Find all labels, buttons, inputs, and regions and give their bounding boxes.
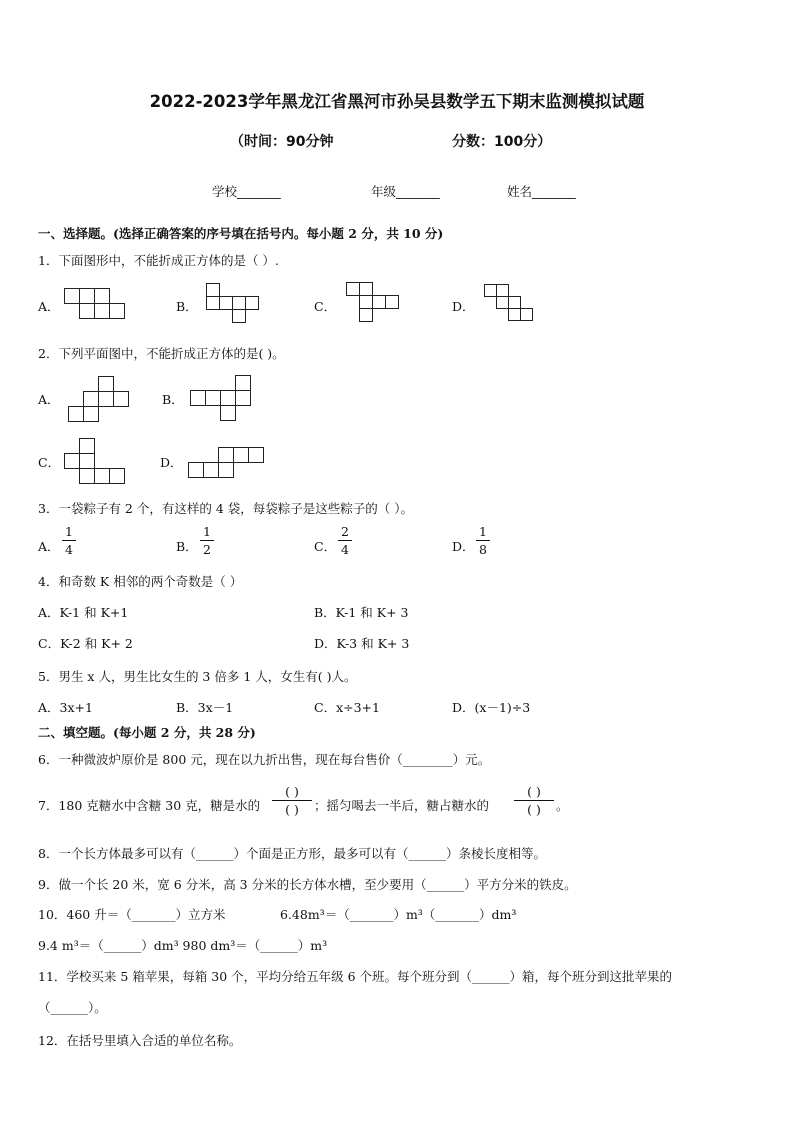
question-3: 3．一袋粽子有 2 个，有这样的 4 袋，每袋粽子是这些粽子的（ ）。 bbox=[38, 501, 413, 516]
section-1-heading: 一、选择题。(选择正确答案的序号填在括号内。每小题 2 分，共 10 分) bbox=[38, 226, 444, 241]
q7-blank-fraction-2: ( ) ( ) bbox=[514, 784, 554, 817]
q3-option-a-label: A． bbox=[38, 539, 60, 554]
q3-option-b-fraction: 1 2 bbox=[200, 524, 214, 557]
q3-option-d-label: D． bbox=[452, 539, 475, 554]
q1-net-c bbox=[346, 282, 400, 326]
q4-option-b: B．K-1 和 K+ 3 bbox=[314, 605, 409, 620]
q4-option-a: A．K-1 和 K+1 bbox=[38, 605, 129, 620]
question-7-part3: 。 bbox=[556, 798, 569, 813]
page-title: 2022-2023学年黑龙江省黑河市孙吴县数学五下期末监测模拟试题 bbox=[149, 92, 645, 111]
q5-option-d: D．(x－1)÷3 bbox=[452, 700, 531, 715]
question-10b: 6.48m³＝（_______）m³（_______）dm³ bbox=[280, 907, 517, 922]
q3-option-c-label: C． bbox=[314, 539, 337, 554]
q4-option-d: D．K-3 和 K+ 3 bbox=[314, 636, 410, 651]
question-6: 6．一种微波炉原价是 800 元，现在以九折出售，现在每台售价（________）元。 bbox=[38, 752, 491, 767]
question-11: 11．学校买来 5 箱苹果，每箱 30 个，平均分给五年级 6 个班。每个班分到（______）箱，每个班分到这批苹果的 bbox=[38, 969, 673, 984]
question-10c: 9.4 m³＝（______）dm³ 980 dm³＝（______）m³ bbox=[38, 938, 328, 953]
q5-option-b: B．3x－1 bbox=[176, 700, 234, 715]
q1-option-b: B． bbox=[176, 299, 198, 314]
question-5: 5．男生 x 人，男生比女生的 3 倍多 1 人，女生有( )人。 bbox=[38, 669, 357, 684]
q1-option-d: D． bbox=[452, 299, 475, 314]
q2-net-a bbox=[68, 376, 132, 424]
q2-option-b: B． bbox=[162, 392, 184, 407]
question-7-part2: ；摇匀喝去一半后，糖占糖水的 bbox=[314, 798, 490, 813]
exam-score: 分数：100分） bbox=[452, 134, 552, 150]
q1-net-b bbox=[206, 283, 268, 327]
question-4: 4．和奇数 K 相邻的两个奇数是（ ） bbox=[38, 574, 243, 589]
grade-field: 年级_______ bbox=[371, 184, 440, 199]
q2-net-c bbox=[64, 438, 128, 486]
question-9: 9．做一个长 20 米，宽 6 分米，高 3 分米的长方体水槽，至少要用（______）平方分米的铁皮。 bbox=[38, 877, 577, 892]
q5-option-c: C．x÷3+1 bbox=[314, 700, 380, 715]
q2-option-c: C． bbox=[38, 455, 61, 470]
q3-option-c-fraction: 2 4 bbox=[338, 524, 352, 557]
exam-time: （时间：90分钟 bbox=[230, 134, 334, 150]
question-1: 1．下面图形中，不能折成正方体的是（ ）. bbox=[38, 253, 279, 268]
q3-option-a-fraction: 1 4 bbox=[62, 524, 76, 557]
q2-net-d bbox=[188, 447, 268, 481]
q1-option-a: A． bbox=[38, 299, 60, 314]
question-12: 12．在括号里填入合适的单位名称。 bbox=[38, 1033, 242, 1048]
question-7-part1: 7．180 克糖水中含糖 30 克，糖是水的 bbox=[38, 798, 261, 813]
q3-option-b-label: B． bbox=[176, 539, 198, 554]
q2-option-a: A． bbox=[38, 392, 60, 407]
q3-option-d-fraction: 1 8 bbox=[476, 524, 490, 557]
section-2-heading: 二、填空题。(每小题 2 分，共 28 分) bbox=[38, 725, 256, 740]
q2-net-b bbox=[190, 375, 254, 423]
question-11-continued: （______）。 bbox=[38, 1000, 107, 1015]
school-field: 学校_______ bbox=[212, 184, 281, 199]
q7-blank-fraction-1: ( ) ( ) bbox=[272, 784, 312, 817]
q2-option-d: D． bbox=[160, 455, 183, 470]
q1-net-d bbox=[484, 284, 536, 324]
q1-option-c: C． bbox=[314, 299, 337, 314]
question-2: 2．下列平面图中，不能折成正方体的是( )。 bbox=[38, 346, 285, 361]
q4-option-c: C．K-2 和 K+ 2 bbox=[38, 636, 133, 651]
q5-option-a: A．3x+1 bbox=[38, 700, 93, 715]
question-10a: 10．460 升＝（_______）立方米 bbox=[38, 907, 226, 922]
name-field: 姓名_______ bbox=[507, 184, 576, 199]
q1-net-a bbox=[64, 288, 128, 320]
question-8: 8．一个长方体最多可以有（______）个面是正方形，最多可以有（______）条棱长度相等。 bbox=[38, 846, 546, 861]
